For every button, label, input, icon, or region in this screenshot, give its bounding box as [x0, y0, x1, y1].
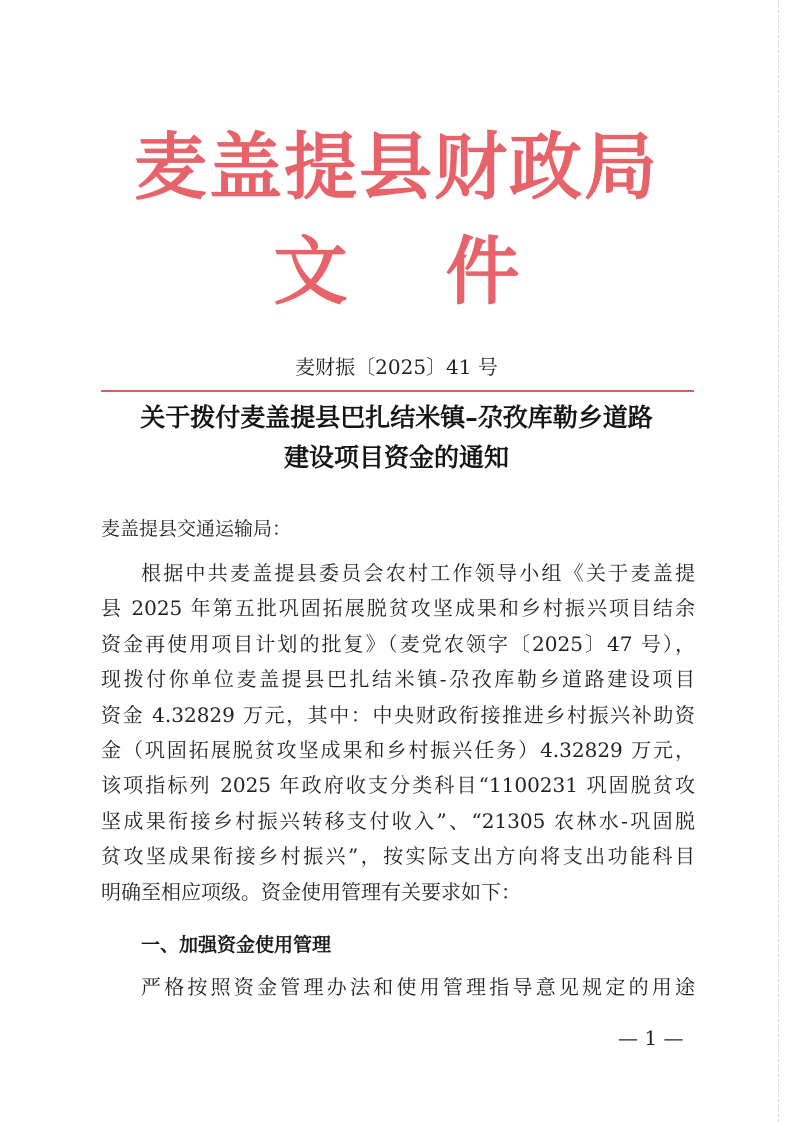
- document-number: 麦财振〔2025〕41 号: [295, 355, 498, 379]
- issuing-organization: 麦盖提县财政局: [134, 125, 659, 210]
- body-line: 现拨付你单位麦盖提县巴扎结米镇-尕孜库勒乡道路建设项目: [101, 667, 695, 692]
- body-line: 资金再使用项目计划的批复》（麦党农领字〔2025〕47 号），: [101, 631, 695, 656]
- title-line-1: 关于拨付麦盖提县巴扎结米镇–尕孜库勒乡道路: [140, 403, 653, 432]
- page-number: — 1 —: [618, 1026, 684, 1050]
- body-line: 该项指标列 2025 年政府收支分类科目“1100231 巩固脱贫攻: [101, 773, 695, 798]
- section-paragraph-start: 严格按照资金管理办法和使用管理指导意见规定的用途: [141, 975, 695, 999]
- body-line: 资金 4.32829 万元，其中：中央财政衔接推进乡村振兴补助资: [101, 702, 695, 727]
- document-title: [90, 398, 703, 478]
- section-heading: 一、加强资金使用管理: [141, 934, 332, 956]
- body-line: 金（巩固拓展脱贫攻坚成果和乡村振兴任务）4.32829 万元，: [101, 738, 695, 763]
- body-line: 县 2025 年第五批巩固拓展脱贫攻坚成果和乡村振兴项目结余: [101, 596, 695, 621]
- document-type-heading: [0, 224, 793, 320]
- red-divider-rule: [101, 390, 694, 392]
- title-line-2: 建设项目资金的通知: [283, 443, 509, 472]
- document-type-char-2: 件: [445, 229, 520, 315]
- body-line: 贫攻坚成果衔接乡村振兴”，按实际支出方向将支出功能科目: [101, 844, 695, 869]
- body-line: 根据中共麦盖提县委员会农村工作领导小组《关于麦盖提: [141, 561, 695, 585]
- body-paragraph: [101, 556, 695, 910]
- body-line: 坚成果衔接乡村振兴转移支付收入”、“21305 农林水-巩固脱: [101, 808, 695, 833]
- body-line: 明确至相应项级。资金使用管理有关要求如下：: [101, 879, 521, 904]
- document-type-char-1: 文: [273, 229, 348, 315]
- addressee: 麦盖提县交通运输局：: [101, 518, 292, 540]
